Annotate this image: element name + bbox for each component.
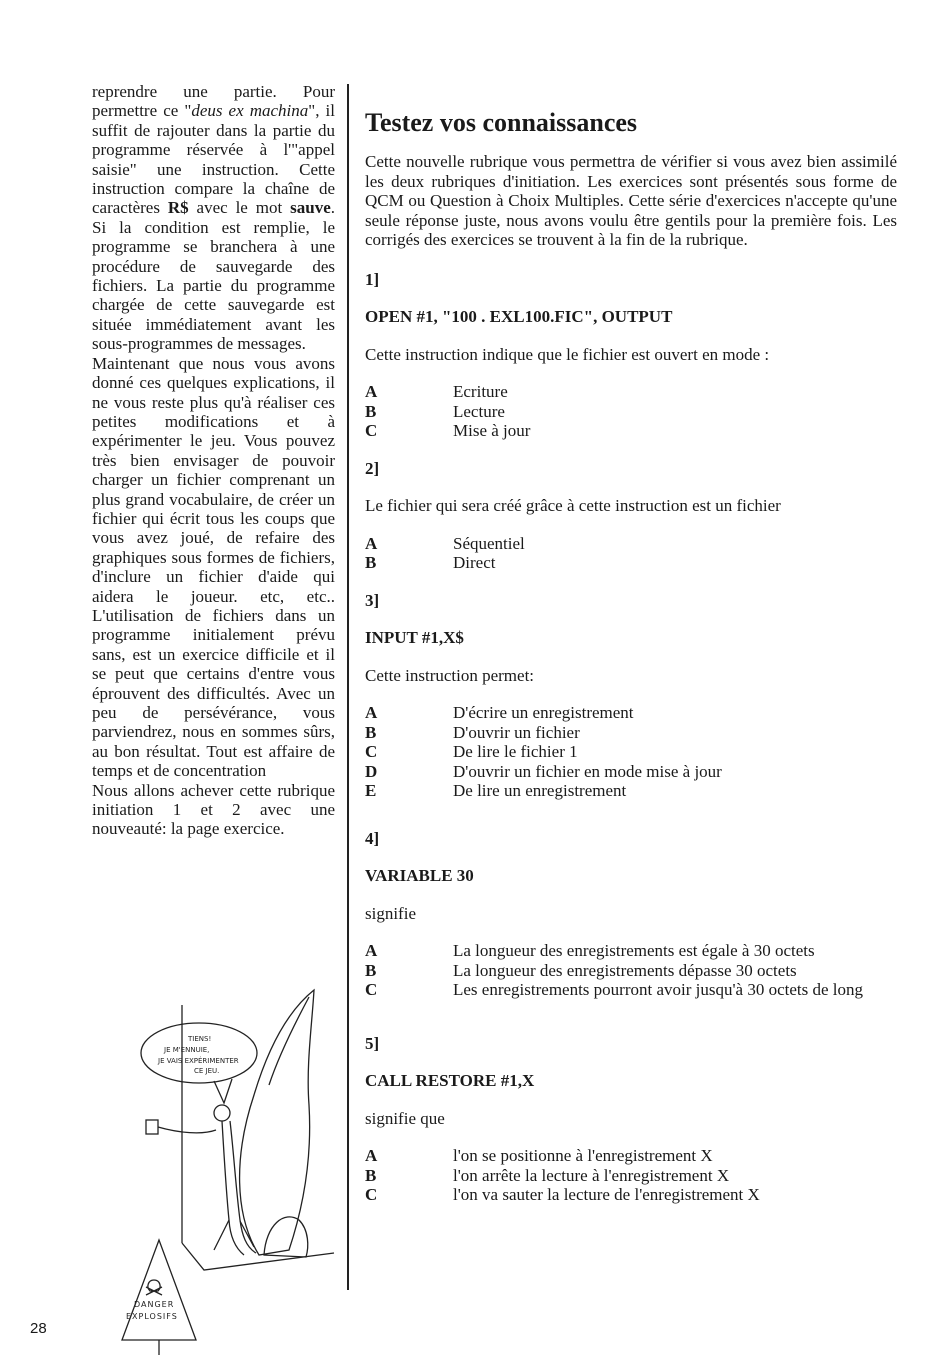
option-letter: B <box>365 1165 377 1185</box>
question-5 <box>365 1034 897 1205</box>
question-1 <box>365 270 897 441</box>
left-paragraph-3: Nous allons achever cette rubrique initiation 1 et 2 avec une nouveauté: la page exercice. <box>92 780 335 839</box>
option-text: l'on va sauter la lecture de l'enregistrement X <box>453 1185 760 1204</box>
question-number: 3] <box>365 590 380 610</box>
option-b <box>365 553 897 573</box>
question-text: Cette instruction indique que le fichier est ouvert en mode : <box>365 344 770 364</box>
question-text: signifie que <box>365 1108 445 1128</box>
question-number: 1] <box>365 269 380 289</box>
option-text: l'on arrête la lecture à l'enregistrement X <box>453 1165 730 1185</box>
question-text: signifie <box>365 903 416 923</box>
question-number: 4] <box>365 828 380 848</box>
option-list <box>365 1146 897 1205</box>
option-a <box>365 1146 897 1166</box>
option-e <box>365 781 897 801</box>
italic-text: deus ex machina <box>191 101 309 121</box>
option-list <box>365 534 897 573</box>
option-list <box>365 941 897 1000</box>
wall-switch <box>146 1120 158 1134</box>
skull-icon <box>146 1280 162 1295</box>
option-letter: A <box>365 533 378 553</box>
option-letter: C <box>365 980 378 999</box>
option-b <box>365 723 897 743</box>
section-title: Testez vos connaissances <box>365 108 638 137</box>
option-letter: B <box>365 401 377 421</box>
bold-text: sauve <box>290 198 331 218</box>
option-text: Ecriture <box>453 382 508 401</box>
option-text: D'ouvrir un fichier en mode mise à jour <box>453 761 722 781</box>
option-text: Les enregistrements pourront avoir jusqu'à 30 octets de long <box>453 980 864 999</box>
intro-paragraph: Cette nouvelle rubrique vous permettra de vérifier si vous avez bien assimilé les deux rubriques d'initiation. Les exercices sont présentés sous forme de QCM ou Question à Choix Multiples. Cette série d'exercices n'accepte qu'une seule réponse juste, nous avons voulu être gentils pour la première fois. Les corrigés des exercices se trouvent à la fin de la rubrique. <box>365 152 897 249</box>
bubble-text-2: JE M'ENNUIE, <box>164 1046 210 1054</box>
figure-head <box>214 1105 230 1121</box>
option-c <box>365 1185 897 1205</box>
question-code: OPEN #1, "100 . EXL100.FIC", OUTPUT <box>365 307 673 326</box>
option-text: l'on se positionne à l'enregistrement X <box>453 1146 713 1165</box>
option-letter: B <box>365 722 377 742</box>
left-column <box>92 82 335 839</box>
page-number: 28 <box>30 1320 47 1337</box>
question-number: 2] <box>365 458 380 478</box>
option-letter: A <box>365 1146 378 1165</box>
bubble-text-1: TIENS! <box>188 1035 212 1043</box>
option-a <box>365 382 897 402</box>
option-b <box>365 1166 897 1186</box>
option-text: D'ouvrir un fichier <box>453 722 580 742</box>
question-code: INPUT #1,X$ <box>365 628 464 647</box>
option-letter: D <box>365 761 378 781</box>
option-text: Mise à jour <box>453 421 531 440</box>
option-text: De lire un enregistrement <box>453 781 627 800</box>
text-run: ", il suffit de rajouter dans la partie du programme réservée à l'"appel saisie" une instruction. Cette instruction compare la chaîne de caractères <box>92 101 335 218</box>
option-letter: B <box>365 960 377 980</box>
option-c <box>365 742 897 762</box>
question-number: 5] <box>365 1033 380 1053</box>
question-2 <box>365 459 897 573</box>
option-text: D'écrire un enregistrement <box>453 703 634 722</box>
option-c <box>365 421 897 441</box>
bubble-text-3: JE VAIS EXPÉRIMENTER <box>158 1057 239 1065</box>
cartoon-illustration <box>84 985 346 1355</box>
flame-shape <box>240 990 314 1255</box>
option-a <box>365 534 897 554</box>
column-divider <box>347 84 349 1290</box>
right-column <box>365 108 897 1223</box>
option-letter: C <box>365 1185 378 1204</box>
figure-body <box>222 1121 244 1255</box>
option-text: La longueur des enregistrements dépasse 30 octets <box>453 960 797 980</box>
option-b <box>365 402 897 422</box>
sign-text-1: DANGER <box>134 1300 175 1309</box>
option-a <box>365 941 897 961</box>
option-letter: B <box>365 553 377 572</box>
option-letter: A <box>365 382 378 401</box>
option-letter: C <box>365 421 378 440</box>
text-run: reprendre une partie. Pour permettre ce " <box>92 82 335 121</box>
floor-line <box>182 1243 334 1270</box>
figure-arm <box>158 1127 216 1133</box>
question-code: CALL RESTORE #1,X <box>365 1071 535 1090</box>
left-paragraph-2: Maintenant que nous vous avons donné ces quelques explications, il ne vous reste plus qu'à réaliser ces petites modifications et à expérimenter le jeu. Vous pouvez très bien envisager de pouvoir charger un fichier comprenant un plus grand vocabulaire, de créer un fichier qui écrit tous les coups que vous avez joué, de refaire des graphiques sous formes de fichiers, d'inclure un fichier d'aide qui aidera le joueur. etc, etc.. L'utilisation de fichiers dans un programme initialement prévu sans, est un exercice difficile et il se peut que certains d'entre vous éprouvent des difficultés. Avec un peu de persévérance, vous parviendrez, nous en sommes sûrs, au bon résultat. Tout est affaire de temps et de concentration <box>92 353 335 781</box>
question-code: VARIABLE 30 <box>365 866 474 885</box>
question-3 <box>365 591 897 801</box>
left-paragraph-1 <box>92 82 335 354</box>
option-a <box>365 703 897 723</box>
text-run: avec le mot <box>188 198 291 218</box>
bold-text: R$ <box>167 198 189 218</box>
option-text: De lire le fichier 1 <box>453 742 578 761</box>
option-text: La longueur des enregistrements est égale à 30 octets <box>453 941 815 960</box>
option-c <box>365 980 897 1000</box>
option-letter: E <box>365 781 377 800</box>
bubble-text-4: CE JEU. <box>194 1067 220 1075</box>
bubble-tail <box>214 1079 232 1103</box>
option-text: Direct <box>453 553 496 572</box>
sign-text-2: EXPLOSIFS <box>126 1312 178 1321</box>
question-text: Le fichier qui sera créé grâce à cette instruction est un fichier <box>365 496 781 515</box>
option-letter: C <box>365 742 378 761</box>
option-text: Lecture <box>453 401 505 421</box>
option-d <box>365 762 897 782</box>
option-list <box>365 703 897 801</box>
question-4 <box>365 829 897 1000</box>
option-letter: A <box>365 941 378 960</box>
option-text: Séquentiel <box>453 533 525 553</box>
option-list <box>365 382 897 441</box>
option-letter: A <box>365 703 378 722</box>
question-text: Cette instruction permet: <box>365 665 535 685</box>
text-run: . Si la condition est remplie, le programme se branchera à une procédure de sauvegarde des fichiers. La partie du programme chargée de cette sauvegarde est située immédiatement avant les sous-programmes de messages. <box>92 198 335 354</box>
option-b <box>365 961 897 981</box>
